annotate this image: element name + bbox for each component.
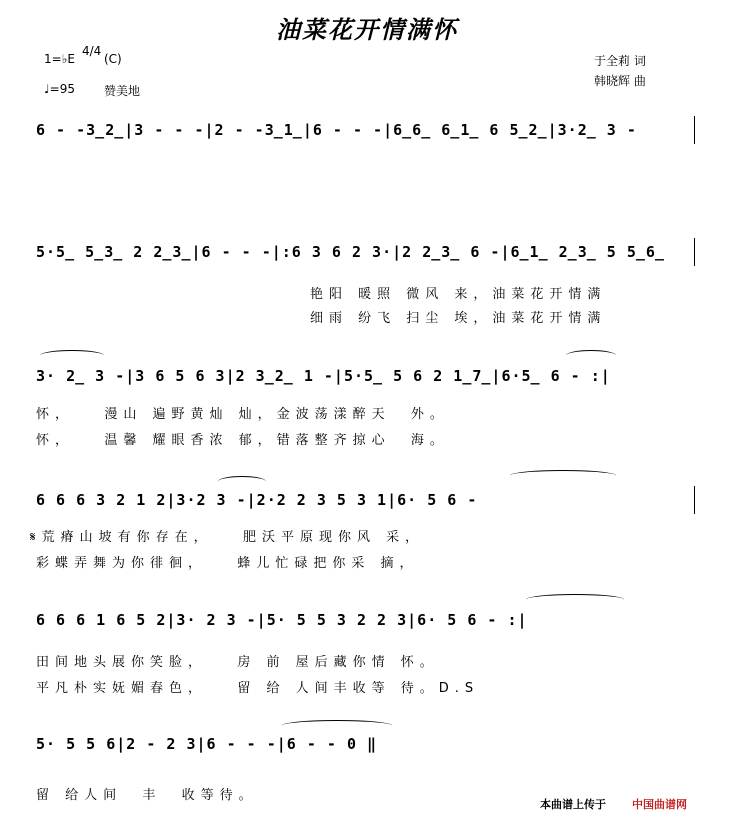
key-signature: 1=♭E xyxy=(44,52,75,66)
lyric-line-6: 留 给人间 丰 收等待。 xyxy=(36,788,258,803)
lyricist: 于全莉 词 xyxy=(594,54,646,68)
site-logo[interactable] xyxy=(632,796,687,812)
lyric-line-3-verse-1: 怀， 漫山 遍野黄灿 灿，金波荡漾醉天 外。 xyxy=(36,407,449,422)
slur xyxy=(526,594,624,605)
upload-text: 本曲谱上传于 xyxy=(540,798,606,811)
slur xyxy=(566,350,616,361)
alt-key: (C) xyxy=(104,52,122,66)
lyric-line-4-verse-2: 彩蝶弄舞为你徘徊， 蜂儿忙碌把你采 摘， xyxy=(36,556,419,571)
barline xyxy=(694,238,695,266)
tempo: ♩=95 xyxy=(44,82,75,96)
lyric-line-4-verse-1: 𝄋荒瘠山坡有你存在， 肥沃平原现你风 采， xyxy=(30,530,425,545)
expression-mark: 赞美地 xyxy=(104,84,141,98)
composer: 韩晓辉 曲 xyxy=(594,74,646,88)
lyric-line-2-verse-2: 细雨 纷飞 扫尘 埃，油菜花开情满 xyxy=(310,311,607,326)
notation-line-4: 6 6 6 3 2 1 2|3·2 3 -|2·2 2 3 5 3 1|6· 5 6 - xyxy=(36,491,478,509)
notation-line-5: 6 6 6 1 6 5 2|3· 2 3 -|5· 5 5 3 2 2 3|6· 5 6 - :| xyxy=(36,611,528,629)
time-signature: 4/4 xyxy=(82,44,102,58)
notation-line-6: 5· 5 5 6|2 - 2 3|6 - - -|6 - - 0 ‖ xyxy=(36,735,378,753)
lyric-line-5-verse-2: 平凡朴实妩媚春色， 留 给 人间丰收等 待。D.S xyxy=(36,681,480,696)
slur xyxy=(510,470,616,481)
slur xyxy=(40,350,104,361)
barline xyxy=(694,486,695,514)
notation-line-2: 5·5̲ 5̲3̲ 2 2̲3̲|6 - - -|:6 3 6 2 3·|2 2̲3̲ 6 -|6̲1̲ 2̲3̲ 5 5̲6̲ xyxy=(36,243,665,261)
score-title: 油菜花开情满怀 xyxy=(276,15,458,44)
notation-line-1: 6 - -3̲2̲|3 - - -|2 - -3̲1̲|6 - - -|6̲6̲ 6̲1̲ 6 5̲2̲|3·2̲ 3 - xyxy=(36,121,637,139)
lyric-line-3-verse-2: 怀， 温馨 耀眼香浓 郁，错落整齐掠心 海。 xyxy=(36,433,449,448)
site-name: 中国曲谱网 xyxy=(632,798,687,811)
lyric-line-5-verse-1: 田间地头展你笑脸， 房 前 屋后藏你情 怀。 xyxy=(36,655,439,670)
barline xyxy=(694,116,695,144)
lyric-line-2-verse-1: 艳阳 暖照 微风 来，油菜花开情满 xyxy=(310,287,607,302)
notation-line-3: 3· 2̲ 3 -|3 6 5 6 3|2 3̲2̲ 1 -|5·5̲ 5 6 2 1̲7̲|6·5̲ 6 - :| xyxy=(36,367,611,385)
